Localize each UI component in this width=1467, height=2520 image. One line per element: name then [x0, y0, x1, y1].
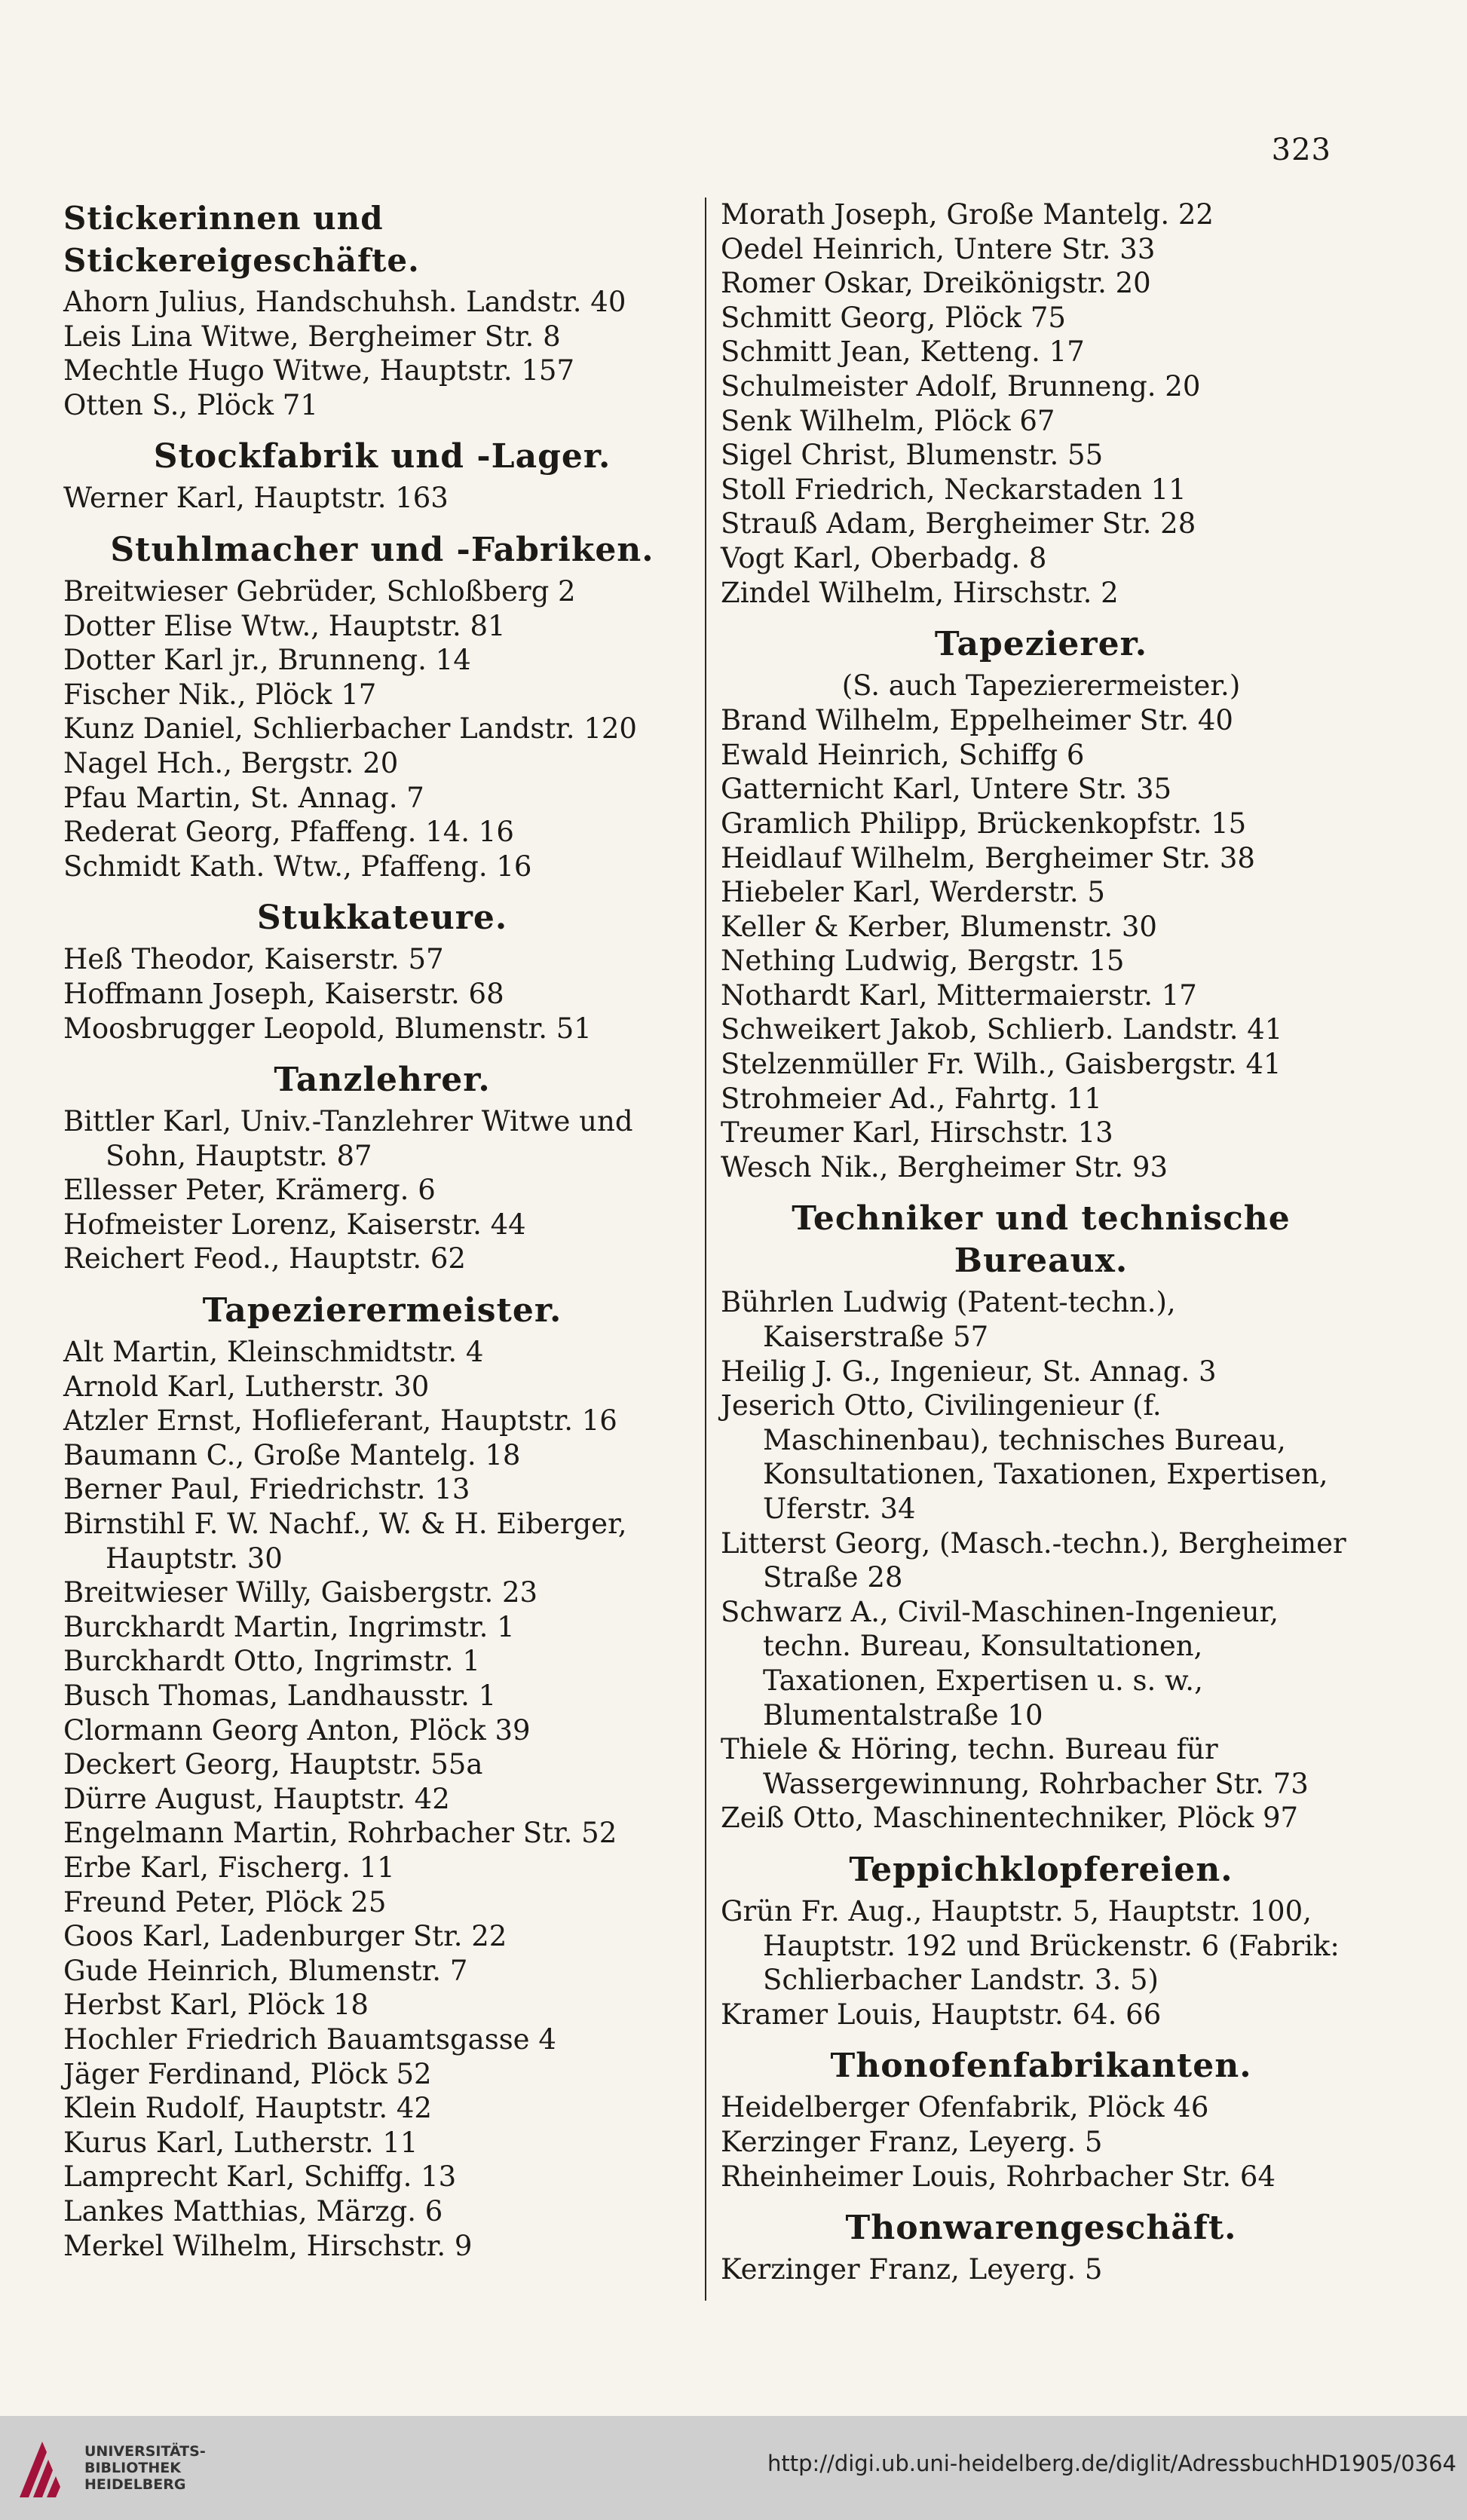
- directory-entry: Erbe Karl, Fischerg. 11: [63, 1851, 395, 1884]
- directory-entry: Breitwieser Willy, Gaisbergstr. 23: [63, 1576, 538, 1609]
- directory-entry: Breitwieser Gebrüder, Schloßberg 2: [63, 574, 576, 608]
- section-heading: Stickerinnen und Stickereigeschäfte.: [63, 200, 420, 279]
- directory-entry: Schulmeister Adolf, Brunneng. 20: [721, 369, 1201, 403]
- section-heading: Thonwarengeschäft.: [845, 2209, 1237, 2248]
- column-divider: [705, 197, 706, 2301]
- directory-entry: Morath Joseph, Große Mantelg. 22: [721, 198, 1214, 231]
- section-subheading: (S. auch Tapezierermeister.): [841, 669, 1241, 703]
- directory-entry: Hiebeler Karl, Werderstr. 5: [721, 876, 1105, 909]
- directory-entry: Ahorn Julius, Handschuhsh. Landstr. 40: [63, 286, 626, 318]
- directory-entry: Wesch Nik., Bergheimer Str. 93: [721, 1150, 1168, 1183]
- directory-entry: Jäger Ferdinand, Plöck 52: [63, 2057, 432, 2090]
- directory-entry: Brand Wilhelm, Eppelheimer Str. 40: [721, 704, 1233, 737]
- directory-entry: Ewald Heinrich, Schiffg 6: [721, 738, 1085, 771]
- directory-entry: Nething Ludwig, Bergstr. 15: [721, 945, 1125, 978]
- directory-entry: Merkel Wilhelm, Hirschstr. 9: [63, 2229, 473, 2262]
- directory-entry: Strauß Adam, Bergheimer Str. 28: [721, 507, 1196, 540]
- directory-entry: Jeserich Otto, Civilingenieur (f. Maschinenbau), technisches Bureau, Konsultationen, Taxationen, Expertisen, Uferstr. 34: [721, 1389, 1328, 1525]
- directory-entry: Klein Rudolf, Hauptstr. 42: [63, 2092, 432, 2125]
- directory-entry: Lankes Matthias, Märzg. 6: [63, 2194, 443, 2228]
- directory-entry: Sigel Christ, Blumenstr. 55: [721, 439, 1104, 472]
- directory-entry: Alt Martin, Kleinschmidtstr. 4: [63, 1336, 484, 1369]
- directory-entry: Gatternicht Karl, Untere Str. 35: [721, 773, 1172, 806]
- logo-line-2: BIBLIOTHEK: [84, 2460, 181, 2476]
- directory-entry: Schwarz A., Civil-Maschinen-Ingenieur, techn. Bureau, Konsultationen, Taxationen, Expertisen u. s. w., Blumentalstraße 10: [721, 1595, 1279, 1732]
- directory-entry: Thiele & Höring, techn. Bureau für Wassergewinnung, Rohrbacher Str. 73: [721, 1733, 1309, 1800]
- section-heading: Stuhlmacher und -Fabriken.: [110, 530, 654, 569]
- directory-entry: Keller & Kerber, Blumenstr. 30: [721, 910, 1157, 943]
- directory-entry: Grün Fr. Aug., Hauptstr. 5, Hauptstr. 100, Hauptstr. 192 und Brückenstr. 6 (Fabrik: Schlierbacher Landstr. 3. 5): [721, 1894, 1340, 1997]
- directory-entry: Romer Oskar, Dreikönigstr. 20: [721, 267, 1151, 300]
- directory-entry: Kunz Daniel, Schlierbacher Landstr. 120: [63, 712, 637, 746]
- section-heading: Thonofenfabrikanten.: [830, 2047, 1252, 2086]
- directory-entry: Werner Karl, Hauptstr. 163: [63, 482, 449, 515]
- logo-line-3: HEIDELBERG: [84, 2476, 186, 2493]
- directory-entry: Strohmeier Ad., Fahrtg. 11: [721, 1082, 1102, 1115]
- directory-entry: Dotter Karl jr., Brunneng. 14: [63, 644, 471, 677]
- footer-bar: [0, 2416, 1467, 2520]
- directory-entry: Arnold Karl, Lutherstr. 30: [63, 1370, 430, 1403]
- source-url-link[interactable]: http://digi.ub.uni-heidelberg.de/diglit/AdressbuchHD1905/0364: [767, 2451, 1456, 2476]
- directory-entry: Bittler Karl, Univ.-Tanzlehrer Witwe und Sohn, Hauptstr. 87: [63, 1105, 633, 1172]
- directory-entry: Stoll Friedrich, Neckarstaden 11: [721, 473, 1187, 506]
- directory-entry: Baumann C., Große Mantelg. 18: [63, 1438, 521, 1471]
- section-heading: Teppichklopfereien.: [849, 1850, 1233, 1889]
- directory-entry: Gude Heinrich, Blumenstr. 7: [63, 1954, 468, 1987]
- directory-entry: Busch Thomas, Landhausstr. 1: [63, 1679, 497, 1712]
- library-logo-text: [84, 2443, 206, 2493]
- logo-line-1: UNIVERSITÄTS-: [84, 2443, 206, 2460]
- directory-entry: Hoffmann Joseph, Kaiserstr. 68: [63, 977, 504, 1010]
- section-heading: Techniker und technische Bureaux.: [792, 1199, 1291, 1281]
- directory-entry: Vogt Karl, Oberbadg. 8: [721, 541, 1047, 574]
- directory-entry: Senk Wilhelm, Plöck 67: [721, 404, 1055, 437]
- directory-entry: Fischer Nik., Plöck 17: [63, 678, 377, 711]
- directory-entry: Gramlich Philipp, Brückenkopfstr. 15: [721, 807, 1247, 840]
- directory-entry: Burckhardt Otto, Ingrimstr. 1: [63, 1645, 480, 1678]
- directory-entry: Pfau Martin, St. Annag. 7: [63, 781, 424, 814]
- directory-entry: Engelmann Martin, Rohrbacher Str. 52: [63, 1817, 617, 1850]
- directory-entry: Kramer Louis, Hauptstr. 64. 66: [721, 1998, 1162, 2031]
- directory-entry: Dürre August, Hauptstr. 42: [63, 1782, 450, 1815]
- directory-entry: Burckhardt Martin, Ingrimstr. 1: [63, 1610, 515, 1643]
- directory-entry: Reichert Feod., Hauptstr. 62: [63, 1242, 466, 1275]
- directory-entry: Hochler Friedrich Bauamtsgasse 4: [63, 2022, 556, 2056]
- directory-entry: Kerzinger Franz, Leyerg. 5: [721, 2125, 1103, 2158]
- directory-entry: Mechtle Hugo Witwe, Hauptstr. 157: [63, 354, 575, 387]
- directory-entry: Freund Peter, Plöck 25: [63, 1885, 387, 1918]
- directory-entry: Heidelberger Ofenfabrik, Plöck 46: [721, 2091, 1209, 2124]
- directory-entry: Schmidt Kath. Wtw., Pfaffeng. 16: [63, 850, 532, 883]
- section-heading: Stockfabrik und -Lager.: [153, 437, 611, 476]
- directory-entry: Kerzinger Franz, Leyerg. 5: [721, 2253, 1103, 2286]
- directory-entry: Stelzenmüller Fr. Wilh., Gaisbergstr. 41: [721, 1048, 1282, 1081]
- directory-entry: Zindel Wilhelm, Hirschstr. 2: [721, 576, 1119, 609]
- directory-entry: Goos Karl, Ladenburger Str. 22: [63, 1920, 507, 1953]
- page-number: 323: [1271, 133, 1331, 167]
- directory-entry: Moosbrugger Leopold, Blumenstr. 51: [63, 1012, 592, 1045]
- section-heading: Tapezierer.: [934, 625, 1148, 664]
- directory-entry: Rederat Georg, Pfaffeng. 14. 16: [63, 816, 514, 849]
- directory-entry: Nagel Hch., Bergstr. 20: [63, 746, 399, 779]
- directory-entry: Atzler Ernst, Hoflieferant, Hauptstr. 16: [63, 1404, 617, 1438]
- directory-entry: Leis Lina Witwe, Bergheimer Str. 8: [63, 320, 561, 353]
- right-column: [721, 197, 1361, 2287]
- directory-entry: Oedel Heinrich, Untere Str. 33: [721, 232, 1156, 265]
- left-column: [63, 197, 701, 2263]
- directory-entry: Berner Paul, Friedrichstr. 13: [63, 1473, 470, 1506]
- directory-entry: Hofmeister Lorenz, Kaiserstr. 44: [63, 1208, 526, 1241]
- directory-entry: Heidlauf Wilhelm, Bergheimer Str. 38: [721, 841, 1255, 874]
- section-heading: Tanzlehrer.: [274, 1061, 491, 1100]
- directory-entry: Schmitt Jean, Ketteng. 17: [721, 335, 1085, 369]
- library-logo-icon: [14, 2437, 72, 2502]
- directory-entry: Schweikert Jakob, Schlierb. Landstr. 41: [721, 1013, 1283, 1046]
- directory-entry: Heilig J. G., Ingenieur, St. Annag. 3: [721, 1355, 1217, 1388]
- directory-entry: Birnstihl F. W. Nachf., W. & H. Eiberger, Hauptstr. 30: [63, 1508, 627, 1575]
- directory-entry: Kurus Karl, Lutherstr. 11: [63, 2126, 418, 2159]
- directory-entry: Bührlen Ludwig (Patent-techn.), Kaiserstraße 57: [721, 1286, 1176, 1354]
- directory-entry: Heß Theodor, Kaiserstr. 57: [63, 943, 444, 976]
- directory-entry: Schmitt Georg, Plöck 75: [721, 301, 1066, 334]
- directory-entry: Dotter Elise Wtw., Hauptstr. 81: [63, 609, 506, 642]
- directory-entry: Litterst Georg, (Masch.-techn.), Bergheimer Straße 28: [721, 1526, 1346, 1594]
- directory-entry: Nothardt Karl, Mittermaierstr. 17: [721, 978, 1197, 1012]
- directory-entry: Clormann Georg Anton, Plöck 39: [63, 1713, 531, 1747]
- directory-entry: Rheinheimer Louis, Rohrbacher Str. 64: [721, 2160, 1276, 2193]
- directory-entry: Treumer Karl, Hirschstr. 13: [721, 1116, 1113, 1150]
- directory-entry: Otten S., Plöck 71: [63, 388, 318, 421]
- directory-entry: Lamprecht Karl, Schiffg. 13: [63, 2160, 457, 2194]
- section-heading: Tapezierermeister.: [202, 1291, 562, 1330]
- directory-entry: Ellesser Peter, Krämerg. 6: [63, 1174, 436, 1207]
- directory-entry: Deckert Georg, Hauptstr. 55a: [63, 1748, 483, 1781]
- directory-entry: Herbst Karl, Plöck 18: [63, 1989, 369, 2022]
- section-heading: Stukkateure.: [256, 899, 508, 938]
- directory-entry: Zeiß Otto, Maschinentechniker, Plöck 97: [721, 1802, 1299, 1835]
